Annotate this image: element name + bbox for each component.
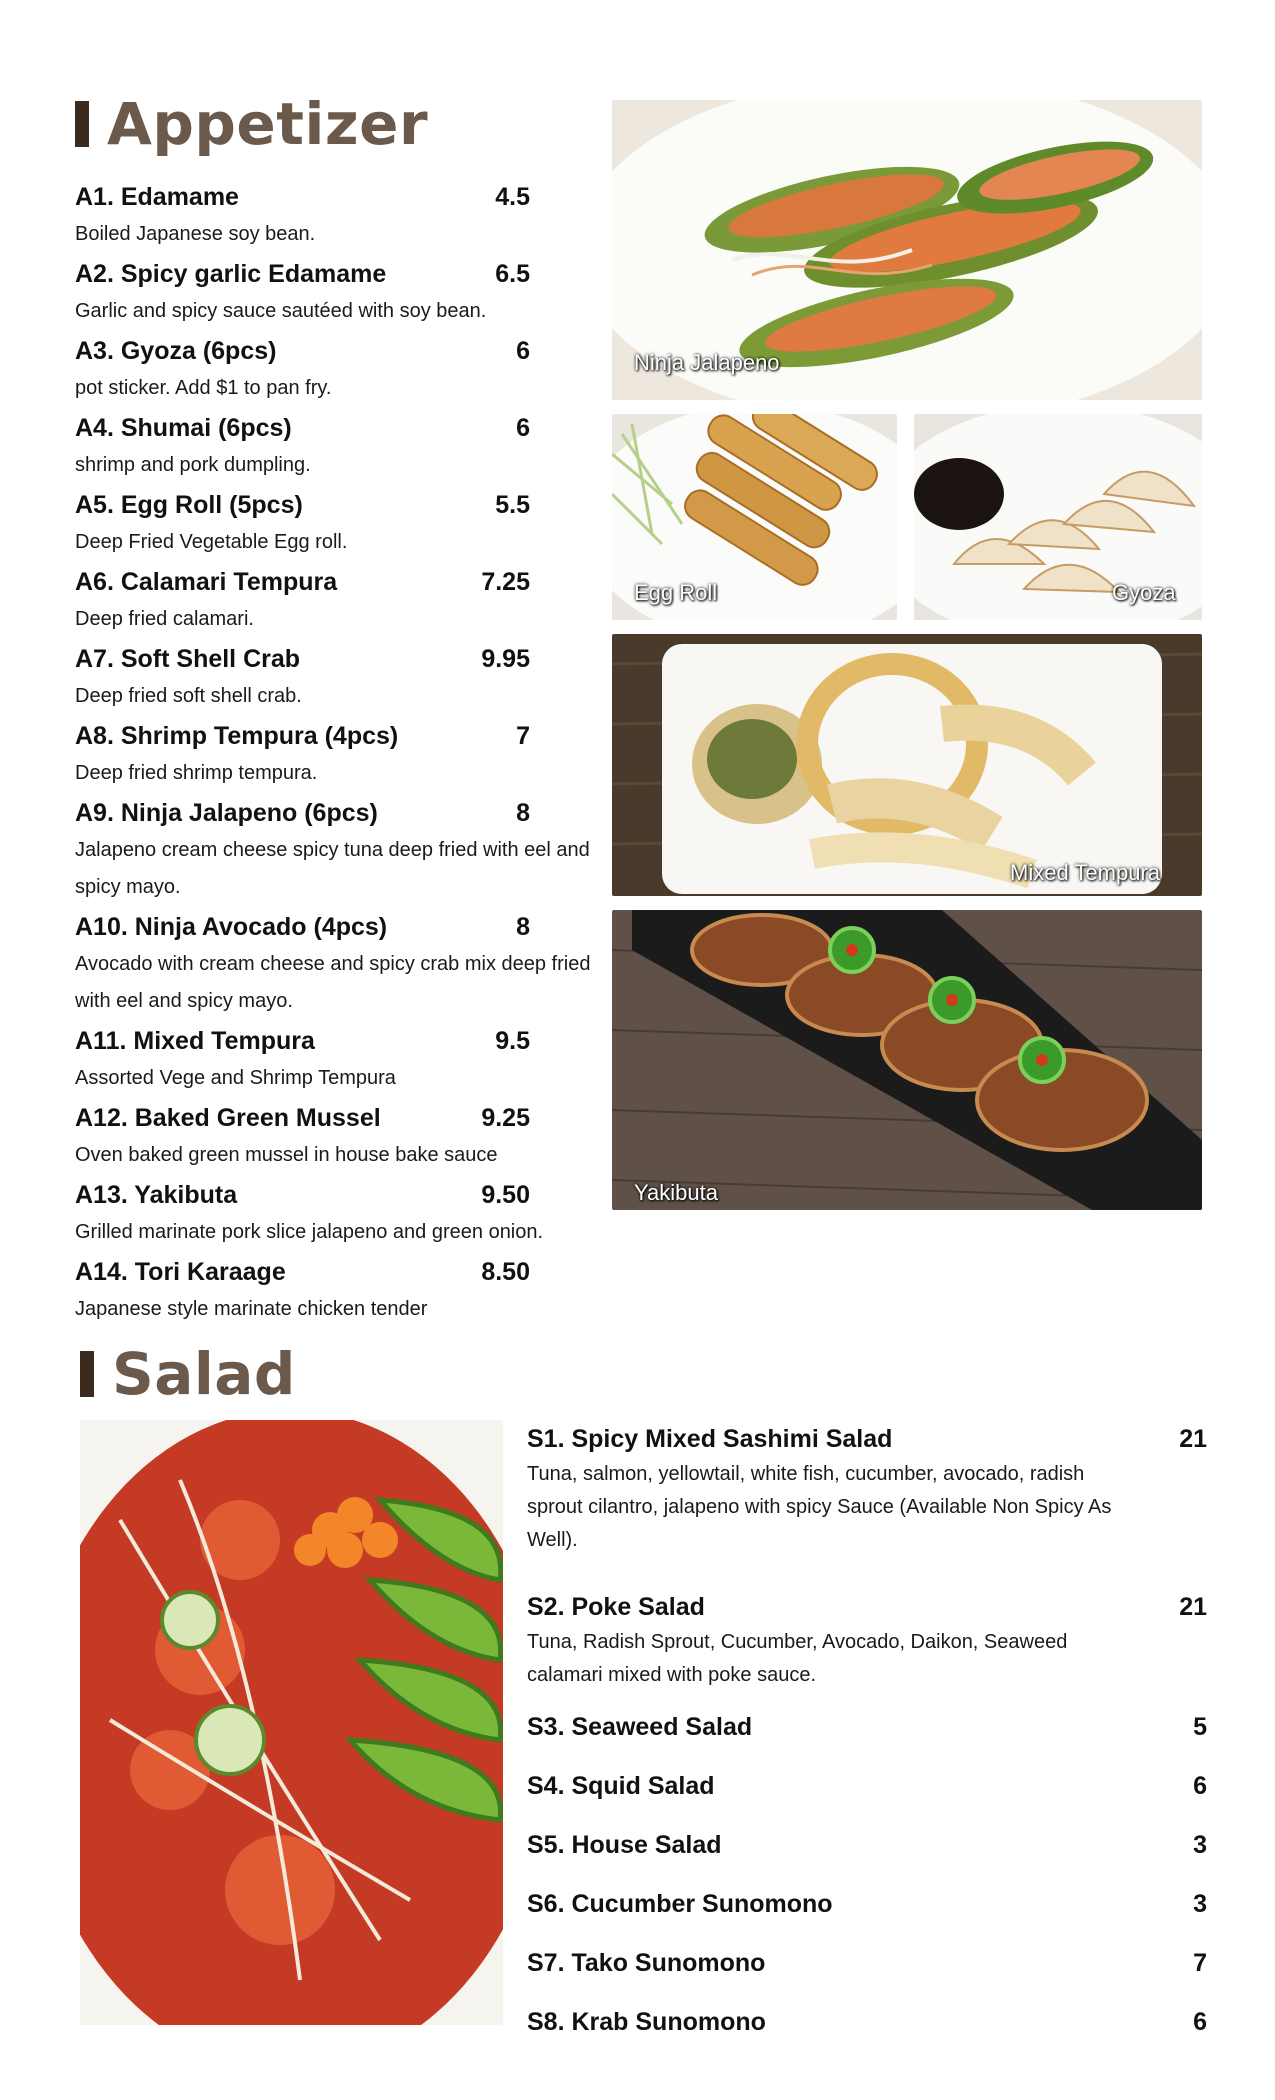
item-price: 8.50	[481, 1258, 530, 1286]
item-name: A5. Egg Roll (5pcs)	[75, 491, 303, 519]
yakibuta-illustration	[612, 910, 1202, 1210]
menu-item	[75, 178, 595, 253]
item-name: S5. House Salad	[527, 1831, 722, 1859]
item-description: Tuna, salmon, yellowtail, white fish, cucumber, avocado, radish sprout cilantro, jalapeno with spicy Sauce (Available Non Spicy As Well).	[527, 1463, 1112, 1551]
salad-title: Salad	[112, 1340, 296, 1408]
item-price: 6.5	[495, 260, 530, 288]
menu-item	[75, 1253, 595, 1328]
photo-caption: Mixed Tempura	[1010, 860, 1160, 885]
menu-item	[75, 332, 595, 407]
item-price: 7	[1193, 1949, 1207, 1977]
appetizer-list	[75, 178, 595, 1330]
heading-bar	[80, 1351, 94, 1397]
item-price: 5.5	[495, 491, 530, 519]
item-description: Avocado with cream cheese and spicy crab mix deep fried with eel and spicy mayo.	[75, 953, 591, 1012]
item-name: S7. Tako Sunomono	[527, 1949, 766, 1977]
item-name: A8. Shrimp Tempura (4pcs)	[75, 722, 399, 750]
item-name: A7. Soft Shell Crab	[75, 645, 301, 673]
item-description: Assorted Vege and Shrimp Tempura	[75, 1067, 396, 1089]
item-price: 7	[516, 722, 530, 750]
menu-item	[75, 409, 595, 484]
menu-item	[527, 1588, 1207, 1708]
menu-item	[527, 1708, 1207, 1767]
item-price: 6	[1193, 1772, 1207, 1800]
menu-item	[527, 1885, 1207, 1944]
item-price: 9.25	[481, 1104, 530, 1132]
item-description: Deep fried soft shell crab.	[75, 685, 302, 707]
item-description: Deep fried calamari.	[75, 608, 254, 630]
salad-photo	[80, 1420, 503, 2025]
item-price: 21	[1179, 1425, 1207, 1453]
item-name: A12. Baked Green Mussel	[75, 1104, 381, 1132]
item-description: Grilled marinate pork slice jalapeno and green onion.	[75, 1221, 544, 1243]
ninja-jalapeno-photo	[612, 100, 1202, 400]
appetizer-heading	[75, 90, 428, 158]
item-price: 7.25	[481, 568, 530, 596]
salad-illustration	[80, 1420, 503, 2025]
item-description: pot sticker. Add $1 to pan fry.	[75, 377, 332, 399]
menu-item	[75, 1099, 595, 1174]
item-description: Boiled Japanese soy bean.	[75, 223, 316, 245]
item-description: Jalapeno cream cheese spicy tuna deep fried with eel and spicy mayo.	[75, 839, 590, 898]
menu-item	[75, 640, 595, 715]
yakibuta-photo	[612, 910, 1202, 1210]
appetizer-title: Appetizer	[107, 90, 429, 158]
item-price: 3	[1193, 1831, 1207, 1859]
item-name: S8. Krab Sunomono	[527, 2008, 766, 2036]
item-name: S6. Cucumber Sunomono	[527, 1890, 833, 1918]
salad-list	[527, 1420, 1207, 2062]
heading-bar	[75, 101, 89, 147]
item-price: 6	[516, 414, 530, 442]
egg-roll-photo	[612, 414, 897, 620]
item-price: 3	[1193, 1890, 1207, 1918]
item-description: Garlic and spicy sauce sautéed with soy bean.	[75, 300, 487, 322]
item-name: S1. Spicy Mixed Sashimi Salad	[527, 1425, 893, 1453]
item-price: 6	[1193, 2008, 1207, 2036]
item-description: Tuna, Radish Sprout, Cucumber, Avocado, Daikon, Seaweed calamari mixed with poke sauce.	[527, 1631, 1068, 1686]
item-price: 5	[1193, 1713, 1207, 1741]
item-price: 9.95	[481, 645, 530, 673]
item-price: 21	[1179, 1593, 1207, 1621]
menu-item	[527, 2003, 1207, 2062]
item-name: A1. Edamame	[75, 183, 239, 211]
item-price: 9.50	[481, 1181, 530, 1209]
item-price: 8	[516, 799, 530, 827]
gyoza-photo	[914, 414, 1202, 620]
item-name: A14. Tori Karaage	[75, 1258, 286, 1286]
item-name: S3. Seaweed Salad	[527, 1713, 753, 1741]
item-description: Japanese style marinate chicken tender	[75, 1298, 428, 1320]
item-description: shrimp and pork dumpling.	[75, 454, 311, 476]
item-description: Oven baked green mussel in house bake sauce	[75, 1144, 498, 1166]
photo-caption: Gyoza	[1112, 580, 1176, 605]
menu-item	[75, 908, 595, 1020]
item-name: A6. Calamari Tempura	[75, 568, 338, 596]
menu-item	[75, 1176, 595, 1251]
item-price: 6	[516, 337, 530, 365]
mixed-tempura-illustration	[612, 634, 1202, 896]
item-price: 4.5	[495, 183, 530, 211]
item-name: A4. Shumai (6pcs)	[75, 414, 292, 442]
photo-caption: Egg Roll	[634, 580, 718, 605]
salad-heading	[80, 1340, 296, 1408]
menu-item	[75, 255, 595, 330]
item-name: S4. Squid Salad	[527, 1772, 715, 1800]
item-name: A3. Gyoza (6pcs)	[75, 337, 277, 365]
photo-caption: Ninja Jalapeno	[634, 350, 780, 375]
item-price: 9.5	[495, 1027, 530, 1055]
item-name: A13. Yakibuta	[75, 1181, 238, 1209]
menu-item	[527, 1826, 1207, 1885]
item-price: 8	[516, 913, 530, 941]
menu-item	[527, 1420, 1207, 1588]
photo-caption: Yakibuta	[634, 1180, 718, 1205]
menu-item	[527, 1944, 1207, 2003]
item-description: Deep fried shrimp tempura.	[75, 762, 318, 784]
menu-item	[75, 1022, 595, 1097]
menu-item	[75, 794, 595, 906]
item-name: A11. Mixed Tempura	[75, 1027, 315, 1055]
item-name: A2. Spicy garlic Edamame	[75, 260, 387, 288]
menu-item	[75, 486, 595, 561]
item-name: A10. Ninja Avocado (4pcs)	[75, 913, 388, 941]
menu-item	[527, 1767, 1207, 1826]
menu-item	[75, 717, 595, 792]
mixed-tempura-photo	[612, 634, 1202, 896]
item-name: S2. Poke Salad	[527, 1593, 705, 1621]
item-name: A9. Ninja Jalapeno (6pcs)	[75, 799, 378, 827]
item-description: Deep Fried Vegetable Egg roll.	[75, 531, 348, 553]
menu-item	[75, 563, 595, 638]
